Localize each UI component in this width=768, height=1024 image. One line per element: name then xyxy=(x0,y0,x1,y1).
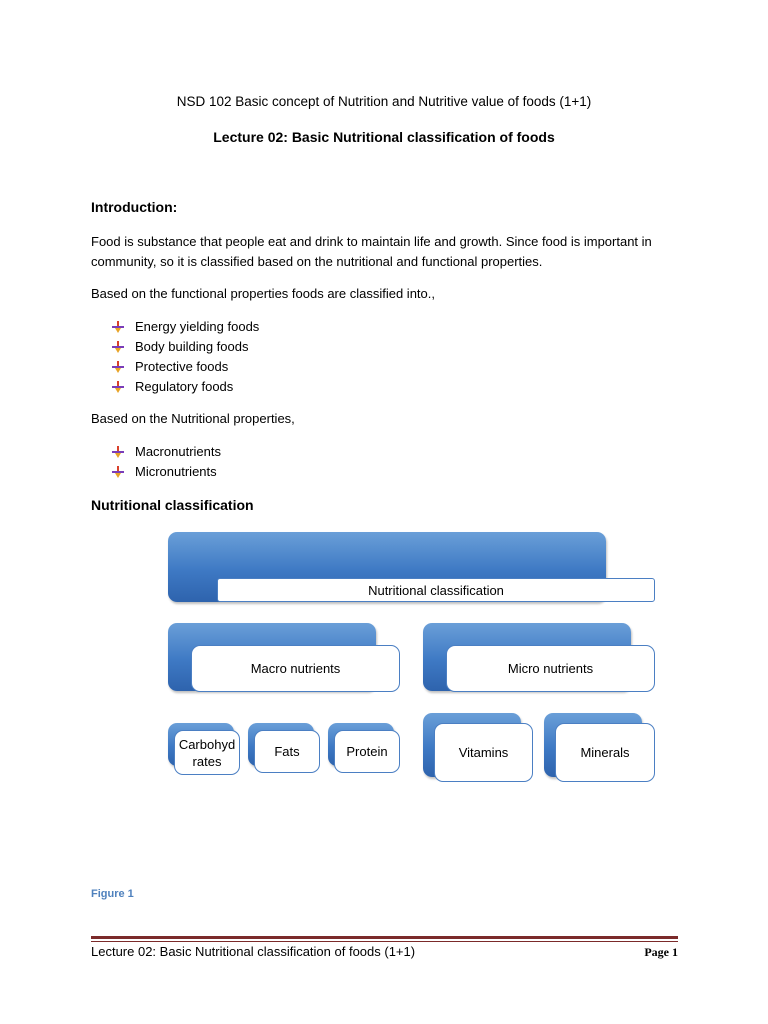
introduction-heading: Introduction: xyxy=(91,199,178,215)
introduction-paragraph: Food is substance that people eat and drink to maintain life and growth. Since food is important in community, so it is classified based on the nutritional and functional properties. xyxy=(91,234,652,269)
arrow-bullet-icon xyxy=(112,341,124,353)
list-item-label: Protective foods xyxy=(135,359,229,374)
footer-rule-thin xyxy=(91,941,678,942)
footer-rule xyxy=(91,936,678,939)
page-number: Page 1 xyxy=(644,945,678,959)
minerals-node: Minerals xyxy=(555,723,655,782)
root-node: Nutritional classification xyxy=(217,578,655,602)
nutritional-intro: Based on the Nutritional properties, xyxy=(91,411,295,426)
list-item-label: Body building foods xyxy=(135,339,249,354)
list-item xyxy=(112,357,259,377)
list-item xyxy=(112,377,259,397)
arrow-bullet-icon xyxy=(112,446,124,458)
arrow-bullet-icon xyxy=(112,321,124,333)
list-item-label: Regulatory foods xyxy=(135,379,234,394)
list-item xyxy=(112,317,259,337)
list-item-label: Micronutrients xyxy=(135,464,217,479)
functional-list xyxy=(112,317,259,397)
list-item xyxy=(112,442,221,462)
figure-caption: Figure 1 xyxy=(91,888,134,900)
carbohydrates-node: Carbohydrates xyxy=(174,730,240,775)
list-item xyxy=(112,337,259,357)
arrow-bullet-icon xyxy=(112,361,124,373)
course-title: NSD 102 Basic concept of Nutrition and Nutritive value of foods (1+1) xyxy=(176,94,592,109)
arrow-bullet-icon xyxy=(112,466,124,478)
macro-node: Macro nutrients xyxy=(191,645,400,692)
list-item-label: Macronutrients xyxy=(135,444,221,459)
functional-intro: Based on the functional properties foods are classified into., xyxy=(91,286,435,301)
list-item xyxy=(112,462,221,482)
nutritional-list xyxy=(112,442,221,482)
protein-node: Protein xyxy=(334,730,400,773)
fats-node: Fats xyxy=(254,730,320,773)
vitamins-node: Vitamins xyxy=(434,723,533,782)
footer-text: Lecture 02: Basic Nutritional classification of foods (1+1) xyxy=(91,944,416,959)
diagram-heading: Nutritional classification xyxy=(91,497,254,513)
list-item-label: Energy yielding foods xyxy=(135,319,260,334)
lecture-title: Lecture 02: Basic Nutritional classification of foods xyxy=(213,129,555,145)
arrow-bullet-icon xyxy=(112,381,124,393)
micro-node: Micro nutrients xyxy=(446,645,655,692)
